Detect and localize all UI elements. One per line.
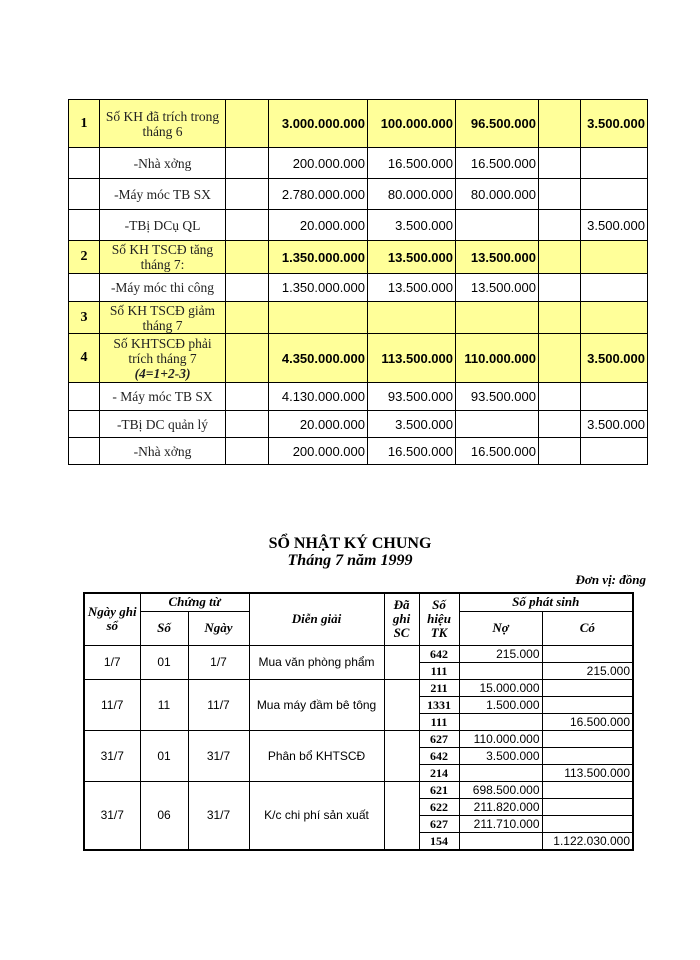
posted-cell bbox=[384, 781, 419, 850]
value-cell bbox=[581, 411, 648, 438]
header-description: Diễn giải bbox=[249, 593, 384, 645]
total-value bbox=[269, 210, 368, 241]
value-cell bbox=[456, 383, 539, 411]
value-cell bbox=[539, 334, 581, 383]
account-code: 622 bbox=[419, 798, 459, 815]
entry-description: Mua máy đầm bê tông bbox=[249, 679, 384, 730]
value-cell bbox=[539, 411, 581, 438]
value-cell-text: 93.500.000 bbox=[470, 389, 536, 404]
empty-cell bbox=[226, 241, 269, 274]
value-cell-text: 13.500.000 bbox=[470, 280, 536, 295]
total-value bbox=[269, 179, 368, 210]
account-code: 627 bbox=[419, 730, 459, 747]
value-cell bbox=[456, 210, 539, 241]
empty-cell bbox=[226, 334, 269, 383]
value-cell bbox=[368, 148, 456, 179]
voucher-number: 06 bbox=[140, 781, 188, 850]
empty-cell bbox=[226, 383, 269, 411]
row-label bbox=[100, 179, 226, 210]
row-number-text: 2 bbox=[80, 249, 88, 264]
value-cell bbox=[456, 241, 539, 274]
debit-amount: 211.710.000 bbox=[459, 815, 542, 832]
row-label-text: -TBị DCụ QL bbox=[124, 217, 201, 233]
row-label-text: -Nhà xởng bbox=[133, 155, 192, 171]
credit-amount: 16.500.000 bbox=[542, 713, 633, 730]
value-cell bbox=[539, 302, 581, 334]
value-cell-text: 110.000.000 bbox=[464, 350, 536, 366]
row-number bbox=[69, 241, 100, 274]
value-cell bbox=[581, 383, 648, 411]
value-cell-text: 13.500.000 bbox=[387, 280, 453, 295]
total-value bbox=[269, 334, 368, 383]
posted-cell bbox=[384, 679, 419, 730]
row-label-text: - Máy móc TB SX bbox=[112, 389, 213, 404]
credit-amount bbox=[542, 798, 633, 815]
voucher-number: 01 bbox=[140, 730, 188, 781]
debit-amount: 3.500.000 bbox=[459, 747, 542, 764]
voucher-date: 1/7 bbox=[188, 645, 249, 679]
value-cell-text: 113.500.000 bbox=[381, 350, 453, 366]
credit-amount bbox=[542, 679, 633, 696]
voucher-date: 31/7 bbox=[188, 730, 249, 781]
formula-text: (4=1+2-3) bbox=[134, 365, 191, 381]
row-label bbox=[100, 334, 226, 383]
credit-amount bbox=[542, 747, 633, 764]
table-row bbox=[69, 210, 648, 241]
voucher-date: 11/7 bbox=[188, 679, 249, 730]
header-credit: Có bbox=[542, 611, 633, 645]
account-code: 1331 bbox=[419, 696, 459, 713]
total-value-text: 200.000.000 bbox=[292, 443, 365, 459]
credit-amount bbox=[542, 730, 633, 747]
row-label-text: Số KH TSCĐ giảm tháng 7 bbox=[109, 302, 216, 333]
account-code: 111 bbox=[419, 662, 459, 679]
row-label-text: Số KH TSCĐ tăng tháng 7: bbox=[111, 242, 214, 272]
total-value bbox=[269, 438, 368, 465]
value-cell bbox=[581, 334, 648, 383]
value-cell-text: 3.500.000 bbox=[587, 416, 645, 432]
value-cell bbox=[456, 438, 539, 465]
row-label-text: -Máy móc TB SX bbox=[114, 186, 211, 202]
header-voucher: Chứng từ bbox=[140, 593, 249, 611]
entry-description: Phân bổ KHTSCĐ bbox=[249, 730, 384, 781]
debit-amount: 698.500.000 bbox=[459, 781, 542, 798]
value-cell-text: 96.500.000 bbox=[470, 116, 536, 131]
value-cell bbox=[456, 148, 539, 179]
row-label bbox=[100, 438, 226, 465]
row-label bbox=[100, 210, 226, 241]
account-code: 642 bbox=[419, 645, 459, 662]
row-label-text: -Máy móc thi công bbox=[110, 280, 215, 295]
credit-amount bbox=[542, 781, 633, 798]
journal-subtitle: Tháng 7 năm 1999 bbox=[287, 552, 413, 569]
value-cell-text: 3.500.000 bbox=[587, 350, 645, 366]
posted-cell bbox=[384, 730, 419, 781]
row-number bbox=[69, 334, 100, 383]
header-debit: Nợ bbox=[459, 611, 542, 645]
row-number bbox=[69, 302, 100, 334]
total-value bbox=[269, 274, 368, 302]
value-cell-text: 3.500.000 bbox=[587, 116, 645, 131]
row-label bbox=[100, 302, 226, 334]
row-number-text: 1 bbox=[80, 115, 88, 131]
value-cell-text: 13.500.000 bbox=[387, 249, 453, 265]
empty-cell bbox=[226, 302, 269, 334]
row-label bbox=[100, 148, 226, 179]
value-cell bbox=[456, 274, 539, 302]
value-cell bbox=[368, 241, 456, 274]
value-cell bbox=[539, 148, 581, 179]
value-cell-text: 80.000.000 bbox=[470, 186, 536, 202]
account-code: 627 bbox=[419, 815, 459, 832]
row-number bbox=[69, 274, 100, 302]
row-label-text: Số KH đã trích trong tháng 6 bbox=[105, 108, 220, 139]
entry-date: 31/7 bbox=[84, 781, 140, 850]
row-label bbox=[100, 274, 226, 302]
value-cell-text: 3.500.000 bbox=[395, 416, 453, 432]
voucher-number: 11 bbox=[140, 679, 188, 730]
account-code: 154 bbox=[419, 832, 459, 850]
credit-amount: 215.000 bbox=[542, 662, 633, 679]
row-label bbox=[100, 383, 226, 411]
value-cell-text: 100.000.000 bbox=[380, 116, 453, 131]
value-cell bbox=[368, 210, 456, 241]
debit-amount: 211.820.000 bbox=[459, 798, 542, 815]
total-value-text: 2.780.000.000 bbox=[281, 186, 365, 202]
entry-date: 1/7 bbox=[84, 645, 140, 679]
header-voucher-no: Số bbox=[140, 611, 188, 645]
total-value bbox=[269, 100, 368, 148]
value-cell bbox=[456, 100, 539, 148]
empty-cell bbox=[226, 411, 269, 438]
value-cell-text: 16.500.000 bbox=[470, 443, 536, 459]
value-cell bbox=[368, 302, 456, 334]
total-value-text: 3.000.000.000 bbox=[281, 116, 365, 131]
debit-amount bbox=[459, 764, 542, 781]
debit-amount: 1.500.000 bbox=[459, 696, 542, 713]
value-cell bbox=[368, 438, 456, 465]
value-cell-text: 3.500.000 bbox=[587, 217, 645, 233]
value-cell-text: 16.500.000 bbox=[470, 155, 536, 171]
row-label bbox=[100, 241, 226, 274]
debit-amount: 215.000 bbox=[459, 645, 542, 662]
value-cell bbox=[581, 148, 648, 179]
value-cell bbox=[368, 411, 456, 438]
table-row bbox=[69, 100, 648, 148]
value-cell bbox=[368, 274, 456, 302]
total-value-text: 20.000.000 bbox=[299, 217, 365, 233]
journal-row bbox=[84, 781, 633, 798]
account-code: 111 bbox=[419, 713, 459, 730]
value-cell bbox=[581, 210, 648, 241]
value-cell bbox=[581, 100, 648, 148]
table-row bbox=[69, 411, 648, 438]
header-date: Ngày ghi sổ bbox=[84, 593, 140, 645]
journal-title: SỔ NHẬT KÝ CHUNG bbox=[268, 535, 432, 552]
value-cell-text: 80.000.000 bbox=[387, 186, 453, 202]
total-value bbox=[269, 411, 368, 438]
depreciation-table bbox=[68, 99, 648, 465]
value-cell bbox=[539, 241, 581, 274]
value-cell-text: 13.500.000 bbox=[470, 249, 536, 265]
posted-cell bbox=[384, 645, 419, 679]
entry-description: Mua văn phòng phẩm bbox=[249, 645, 384, 679]
row-label-text: -Nhà xởng bbox=[133, 443, 192, 459]
table-row bbox=[69, 438, 648, 465]
value-cell bbox=[539, 438, 581, 465]
value-cell-text: 16.500.000 bbox=[387, 443, 453, 459]
value-cell bbox=[368, 383, 456, 411]
currency-unit: Đơn vị: đồng bbox=[575, 572, 646, 587]
value-cell bbox=[456, 302, 539, 334]
total-value bbox=[269, 302, 368, 334]
table-row bbox=[69, 148, 648, 179]
voucher-number: 01 bbox=[140, 645, 188, 679]
credit-amount bbox=[542, 696, 633, 713]
value-cell-text: 3.500.000 bbox=[395, 217, 453, 233]
value-cell bbox=[368, 100, 456, 148]
row-label-text: -TBị DC quản lý bbox=[116, 416, 209, 432]
account-code: 642 bbox=[419, 747, 459, 764]
value-cell bbox=[456, 179, 539, 210]
account-code: 621 bbox=[419, 781, 459, 798]
value-cell bbox=[539, 274, 581, 302]
entry-date: 31/7 bbox=[84, 730, 140, 781]
total-value-text: 1.350.000.000 bbox=[281, 249, 365, 265]
table-row bbox=[69, 241, 648, 274]
value-cell bbox=[456, 411, 539, 438]
table-row bbox=[69, 334, 648, 383]
entry-date: 11/7 bbox=[84, 679, 140, 730]
row-label bbox=[100, 100, 226, 148]
account-code: 214 bbox=[419, 764, 459, 781]
entry-description: K/c chi phí sản xuất bbox=[249, 781, 384, 850]
debit-amount: 110.000.000 bbox=[459, 730, 542, 747]
total-value-text: 20.000.000 bbox=[299, 416, 365, 432]
row-number bbox=[69, 210, 100, 241]
value-cell bbox=[368, 179, 456, 210]
row-number bbox=[69, 411, 100, 438]
journal-row bbox=[84, 679, 633, 696]
credit-amount bbox=[542, 645, 633, 662]
row-label-text: Số KHTSCĐ phải trích tháng 7 bbox=[113, 335, 212, 366]
header-voucher-date: Ngày bbox=[188, 611, 249, 645]
account-code: 211 bbox=[419, 679, 459, 696]
value-cell-text: 16.500.000 bbox=[387, 155, 453, 171]
total-value-text: 4.350.000.000 bbox=[281, 350, 365, 366]
row-number bbox=[69, 100, 100, 148]
value-cell bbox=[368, 334, 456, 383]
empty-cell bbox=[226, 148, 269, 179]
journal-table bbox=[83, 592, 634, 851]
row-label bbox=[100, 411, 226, 438]
total-value-text: 4.130.000.000 bbox=[281, 389, 365, 404]
row-number bbox=[69, 148, 100, 179]
voucher-date: 31/7 bbox=[188, 781, 249, 850]
row-number bbox=[69, 438, 100, 465]
empty-cell bbox=[226, 100, 269, 148]
total-value bbox=[269, 241, 368, 274]
header-amount: Số phát sinh bbox=[459, 593, 633, 611]
value-cell bbox=[581, 302, 648, 334]
row-number-text: 3 bbox=[80, 309, 88, 325]
journal-row bbox=[84, 645, 633, 662]
total-value-text: 1.350.000.000 bbox=[281, 280, 365, 295]
debit-amount bbox=[459, 713, 542, 730]
value-cell-text: 93.500.000 bbox=[387, 389, 453, 404]
row-number bbox=[69, 179, 100, 210]
empty-cell bbox=[226, 274, 269, 302]
total-value bbox=[269, 383, 368, 411]
journal-row bbox=[84, 730, 633, 747]
total-value bbox=[269, 148, 368, 179]
debit-amount bbox=[459, 832, 542, 850]
table-row bbox=[69, 383, 648, 411]
debit-amount: 15.000.000 bbox=[459, 679, 542, 696]
table-row bbox=[69, 302, 648, 334]
header-account: Số hiệu TK bbox=[419, 593, 459, 645]
value-cell bbox=[456, 334, 539, 383]
value-cell bbox=[581, 274, 648, 302]
row-number bbox=[69, 383, 100, 411]
empty-cell bbox=[226, 438, 269, 465]
value-cell bbox=[581, 241, 648, 274]
empty-cell bbox=[226, 179, 269, 210]
empty-cell bbox=[226, 210, 269, 241]
value-cell bbox=[539, 179, 581, 210]
total-value-text: 200.000.000 bbox=[292, 155, 365, 171]
credit-amount: 113.500.000 bbox=[542, 764, 633, 781]
value-cell bbox=[539, 100, 581, 148]
credit-amount: 1.122.030.000 bbox=[542, 832, 633, 850]
value-cell bbox=[581, 438, 648, 465]
table-row bbox=[69, 179, 648, 210]
value-cell bbox=[581, 179, 648, 210]
value-cell bbox=[539, 383, 581, 411]
table-row bbox=[69, 274, 648, 302]
value-cell bbox=[539, 210, 581, 241]
row-number-text: 4 bbox=[80, 350, 88, 365]
debit-amount bbox=[459, 662, 542, 679]
header-posted: Đã ghi SC bbox=[384, 593, 419, 645]
credit-amount bbox=[542, 815, 633, 832]
